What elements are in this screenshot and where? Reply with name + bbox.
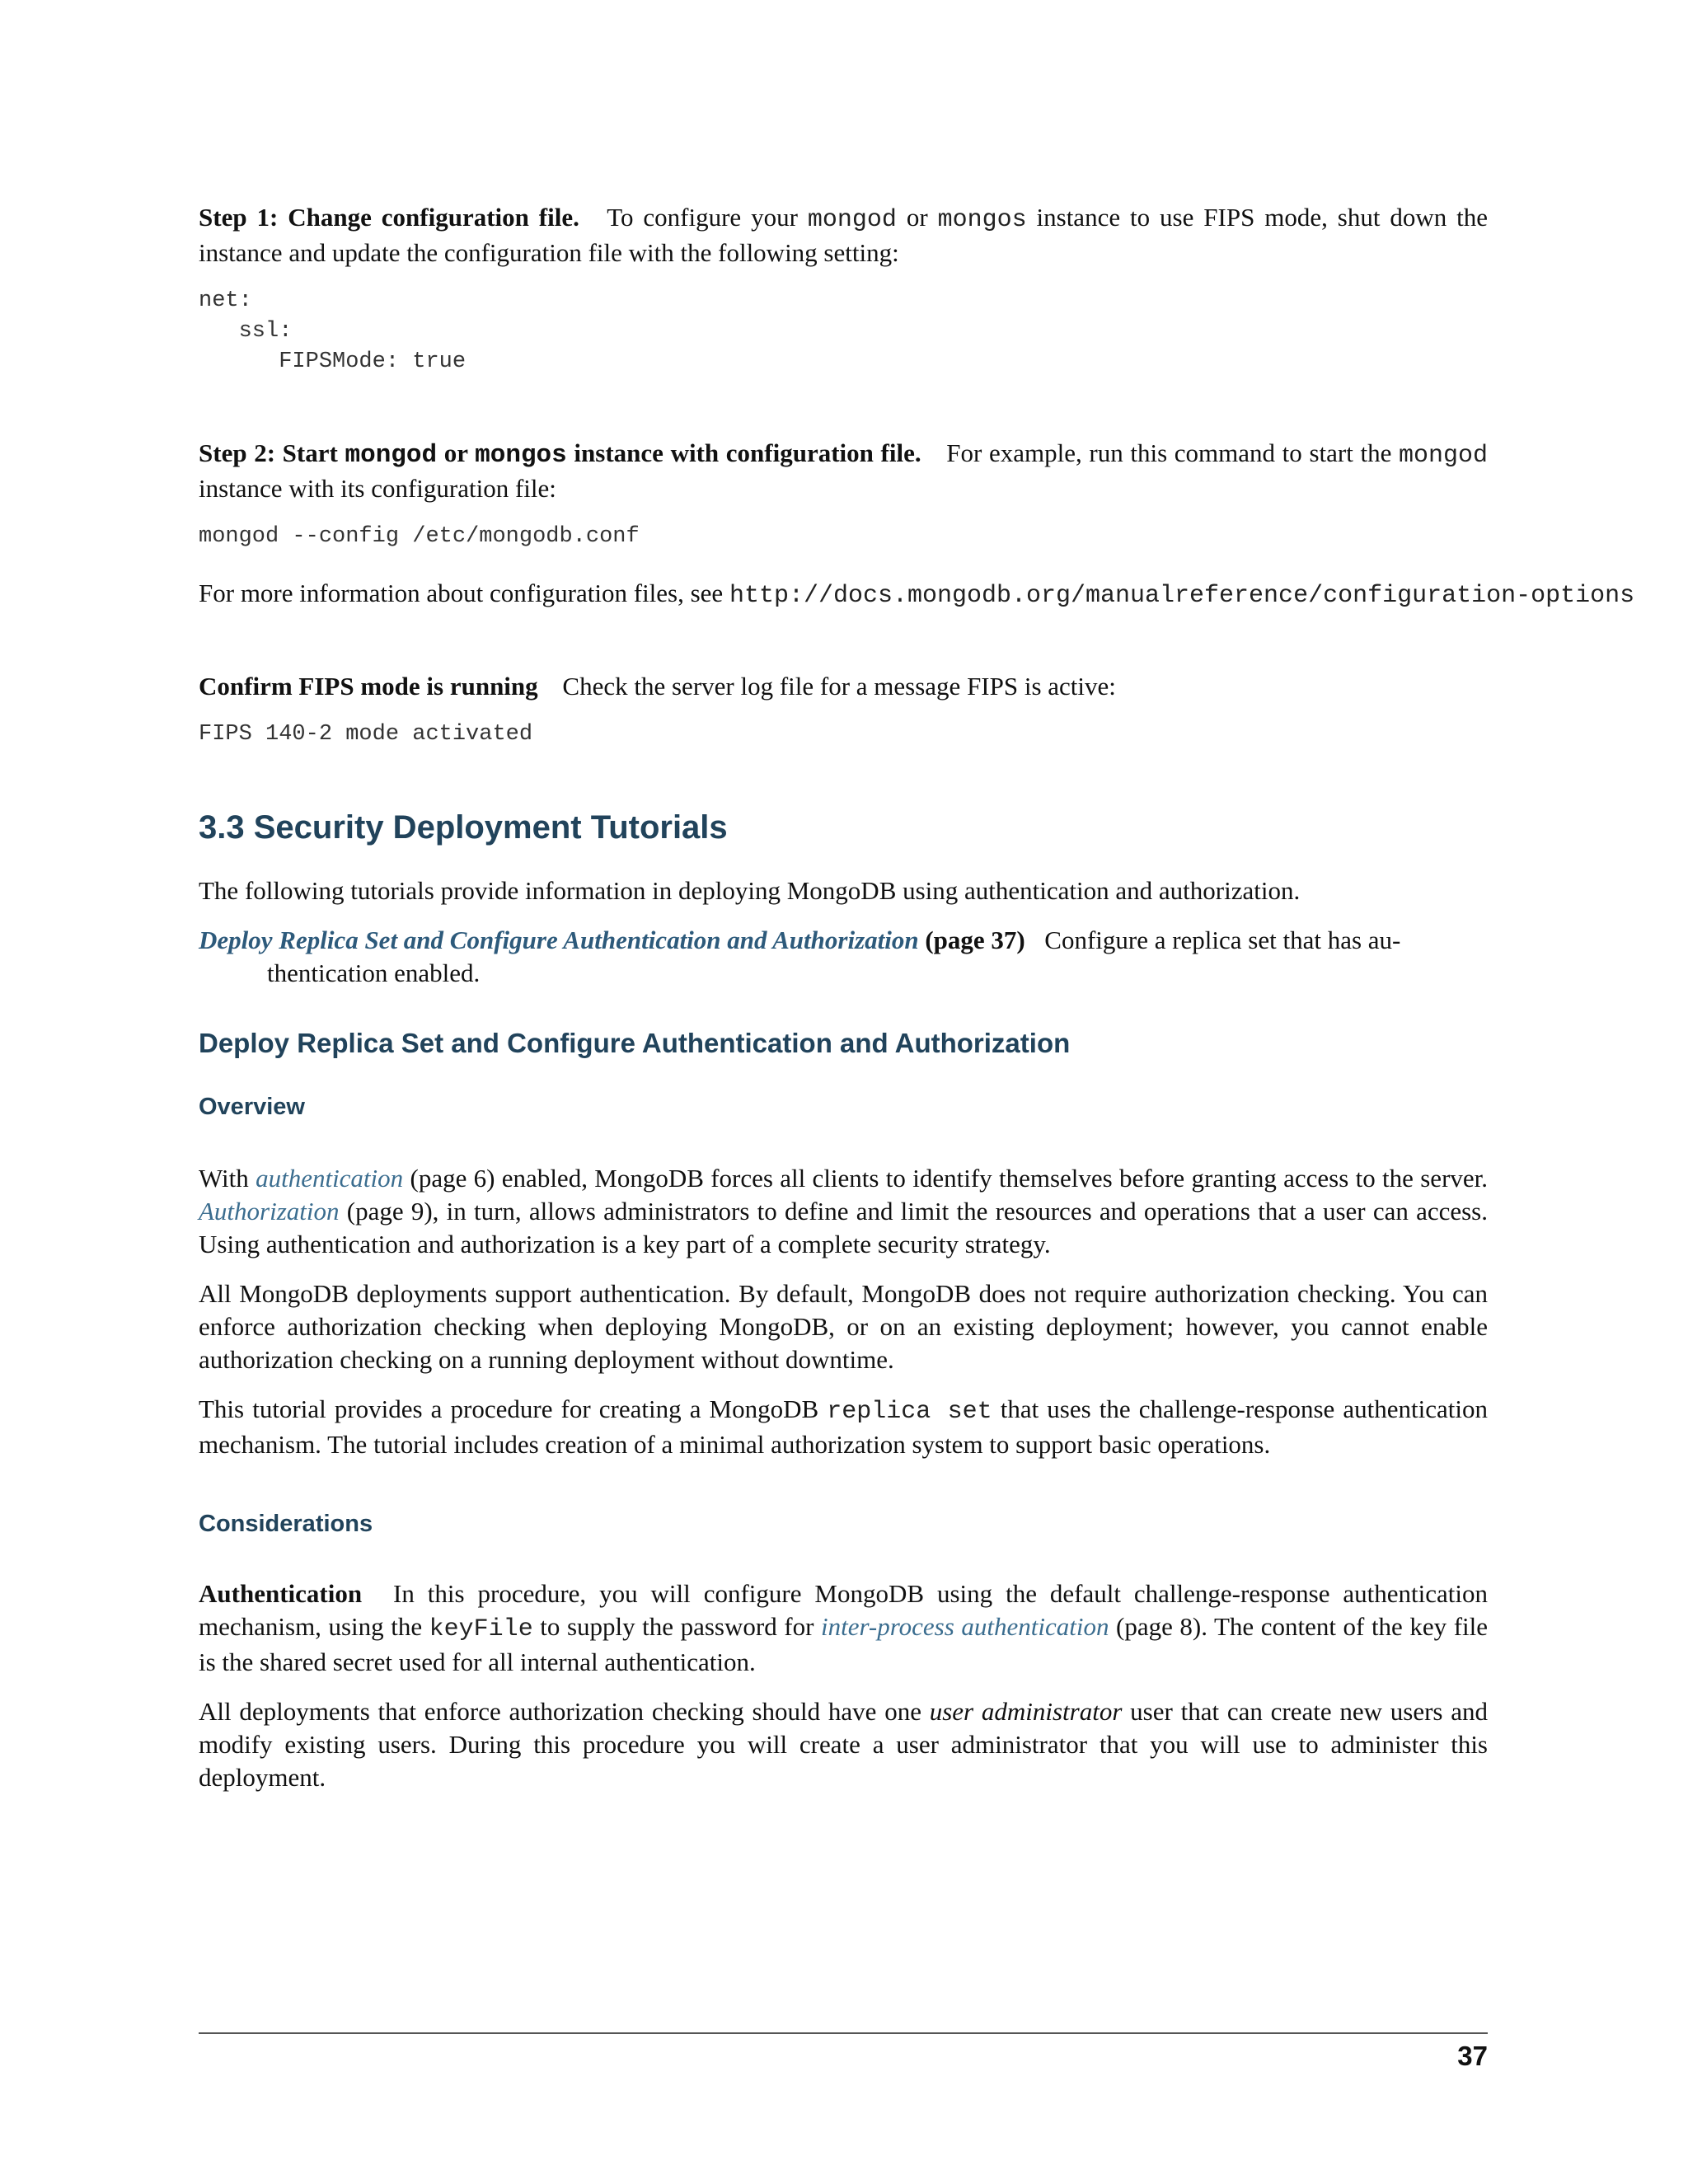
page-content [199,201,1635,1794]
step1-code-mongos: mongos [937,206,1027,234]
authentication-paragraph [199,1577,1488,1679]
step1-text-b: or [906,203,928,232]
step1-paragraph [199,201,1488,269]
p5-text-a: All deployments that enforce authorization checking should have one [199,1697,921,1726]
authentication-heading: Authentication [199,1579,363,1608]
config-options-url[interactable]: http://docs.mongodb.org/manualreference/configuration-options [729,582,1635,610]
tutorial-heading: Deploy Replica Set and Configure Authentication and Authorization [199,1028,1071,1058]
confirm-paragraph [199,670,1488,703]
step2-heading-b: or [443,438,468,467]
auth-text-a: In this procedure, you will configure MongoDB using the default challenge-response authentication mechanism, using the [199,1579,1488,1641]
p3-text-a: This tutorial provides a procedure for creating a MongoDB [199,1394,819,1423]
step2-text-b: instance with its configuration file: [199,474,556,503]
step2-code-block: mongod --config /etc/mongodb.conf [199,524,640,549]
user-administrator-term: user administrator [929,1697,1123,1726]
definition-text-a: Configure a replica set that has au- [1044,926,1401,954]
footer-rule [199,2032,1488,2034]
confirm-heading: Confirm FIPS mode is running [199,672,538,701]
step2-heading-a: Step 2: Start [199,438,338,467]
definition-term [199,924,1488,957]
step2-heading-c: instance with configuration file. [574,438,921,467]
keyfile-code: keyFile [429,1615,533,1643]
step2-code-mongod: mongod [1399,442,1489,470]
overview-heading: Overview [199,1094,305,1120]
step2-paragraph [199,437,1488,505]
tutorial-definition-item [199,924,1488,990]
step1-heading: Step 1: Change configuration file. [199,203,579,232]
p1-text-b: (page 6) enabled, MongoDB forces all clients to identify themselves before granting access to the server. [410,1164,1489,1193]
auth-text-c: (page 8). The content of the key file is the shared secret used for all internal authentication. [199,1612,1489,1676]
step2-heading-code-mongos: mongos [475,441,567,470]
deploy-replica-set-link[interactable]: Deploy Replica Set and Configure Authentication and Authorization [199,926,919,954]
user-admin-paragraph [199,1695,1488,1794]
step2-heading-code-mongod: mongod [345,441,438,470]
definition-text-b: thentication enabled. [267,958,481,987]
more-info-text: For more information about configuration files, see [199,579,724,607]
auth-text-b: to supply the password for [540,1612,814,1641]
overview-paragraph-3 [199,1393,1488,1461]
step2-heading [199,438,921,470]
step1-code-block: net: ssl: FIPSMode: true [199,288,467,374]
overview-paragraph-1 [199,1162,1488,1261]
step1-code-mongod: mongod [807,206,897,234]
more-info-paragraph [199,577,1682,612]
confirm-code-block: FIPS 140-2 mode activated [199,722,533,747]
authorization-link[interactable]: Authorization [199,1197,340,1226]
p1-text-c: (page 9), in turn, allows administrators to define and limit the resources and operations that a user can access. Using authentication and authorization is a key part of a complete security strategy. [199,1197,1488,1258]
considerations-heading: Considerations [199,1511,373,1537]
authentication-link[interactable]: authentication [256,1164,404,1193]
p3-text-b: that uses the challenge-response authentication mechanism. The tutorial includes creation of a minimal authorization system to support basic operations. [199,1394,1488,1459]
inter-process-authentication-link[interactable]: inter-process authentication [820,1612,1109,1641]
section-heading: 3.3 Security Deployment Tutorials [199,809,728,846]
p5-text-b: user that can create new users and modify existing users. During this procedure you will create a user administrator that you will use to administer this deployment. [199,1697,1488,1792]
page-number: 37 [1457,2041,1488,2071]
overview-paragraph-2: All MongoDB deployments support authentication. By default, MongoDB does not require authorization checking. You can enforce authorization checking when deploying MongoDB, or on an existing deployment; however, you cannot enable authorization checking on a running deployment without downtime. [199,1279,1488,1374]
definition-page-ref: (page 37) [925,926,1025,954]
step1-text-c: instance to use FIPS mode, shut down the instance and update the configuration file with the following setting: [199,203,1489,267]
confirm-text: Check the server log file for a message FIPS is active: [562,672,1116,701]
step1-text-a: To configure your [607,203,798,232]
step2-text-a: For example, run this command to start the [946,438,1392,467]
section-intro: The following tutorials provide information in deploying MongoDB using authentication and authorization. [199,876,1301,905]
replica-set-term[interactable]: replica set [827,1398,992,1426]
p1-text-a: With [199,1164,249,1193]
